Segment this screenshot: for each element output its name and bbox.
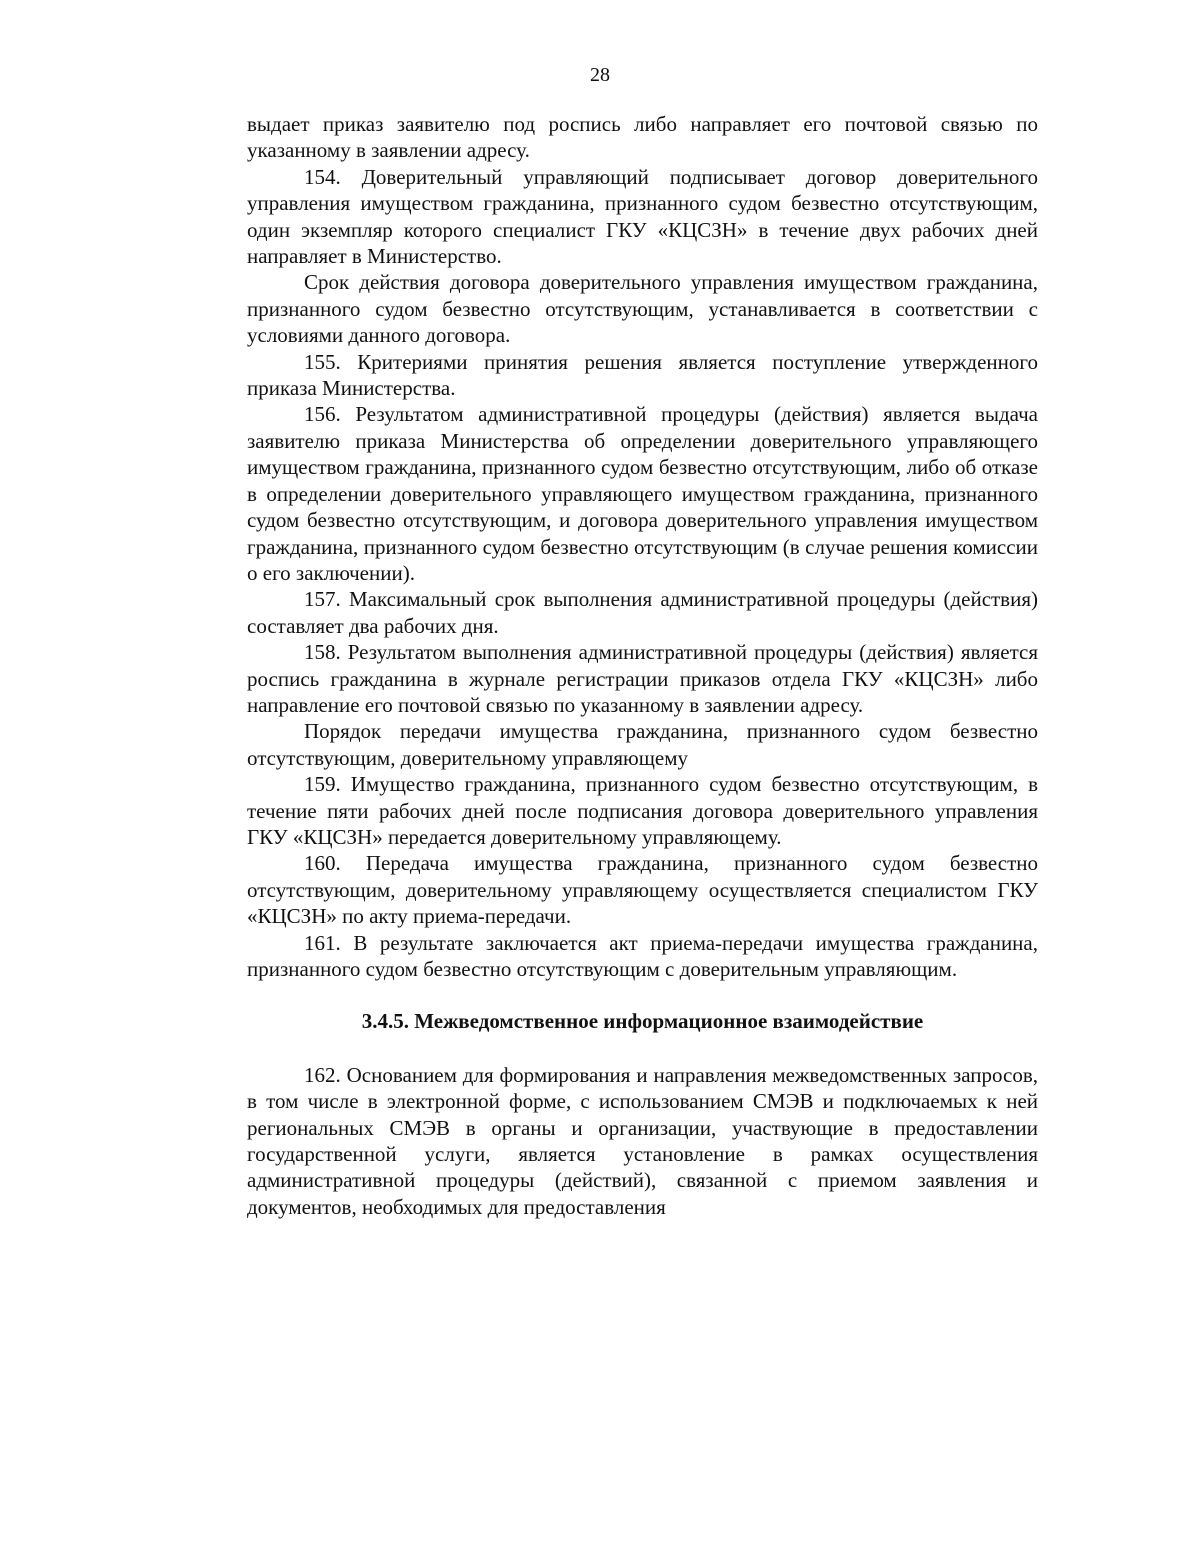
page-content <box>247 111 1038 1220</box>
paragraph-155: 155. Критериями принятия решения является поступление утвержденного приказа Министерства. <box>247 349 1038 401</box>
page-number: 28 <box>590 64 610 86</box>
paragraph-158: 158. Результатом выполнения административной процедуры (действия) является роспись гражданина в журнале регистрации приказов отдела ГКУ «КЦСЗН» либо направление его почтовой связью по указанному в заявлении адресу. <box>247 640 1038 717</box>
paragraph-term: Срок действия договора доверительного управления имуществом гражданина, признанного судом безвестно отсутствующим, устанавливается в соответствии с условиями данного договора. <box>247 270 1038 348</box>
paragraph-157: 157. Максимальный срок выполнения административной процедуры (действия) составляет два рабочих дня. <box>247 587 1038 638</box>
paragraph-160: 160. Передача имущества гражданина, признанного судом безвестно отсутствующим, доверительному управляющему осуществляется специалистом ГКУ «КЦСЗН» по акту приема-передачи. <box>247 851 1038 929</box>
section-heading: 3.4.5. Межведомственное информационное взаимодействие <box>361 1009 924 1034</box>
paragraph-transfer-order: Порядок передачи имущества гражданина, признанного судом безвестно отсутствующим, доверительному управляющему <box>247 719 1038 770</box>
paragraph-continuation: выдает приказ заявителю под роспись либо направляет его почтовой связью по указанному в заявлении адресу. <box>247 112 1038 163</box>
paragraph-159: 159. Имущество гражданина, признанного судом безвестно отсутствующим, в течение пяти рабочих дней после подписания договора доверительного управления ГКУ «КЦСЗН» передается доверительному управляющему. <box>247 772 1038 849</box>
paragraph-161: 161. В результате заключается акт приема-передачи имущества гражданина, признанного судом безвестно отсутствующим с доверительным управляющим. <box>247 930 1038 981</box>
paragraph-154: 154. Доверительный управляющий подписывает договор доверительного управления имуществом гражданина, признанного судом безвестно отсутствующим, один экземпляр которого специалист ГКУ «КЦСЗН» в течение двух рабочих дней направляет в Министерство. <box>247 164 1038 269</box>
paragraph-162: 162. Основанием для формирования и направления межведомственных запросов, в том числе в электронной форме, с использованием СМЭВ и подключаемых к ней региональных СМЭВ в органы и организации, участвующие в предоставлении государственной услуги, является установление в рамках осуществления административной процедуры (действий), связанной с приемом заявления и документов, необходимых для предоставления <box>247 1062 1038 1219</box>
paragraph-156: 156. Результатом административной процедуры (действия) является выдача заявителю приказа Министерства об определении доверительного управляющего имуществом гражданина, признанного судом безвестно отсутствующим, либо об отказе в определении доверительного управляющего имуществом гражданина, признанного судом безвестно отсутствующим, и договора доверительного управления имуществом гражданина, признанного судом безвестно отсутствующим (в случае решения комиссии о его заключении). <box>247 402 1038 585</box>
